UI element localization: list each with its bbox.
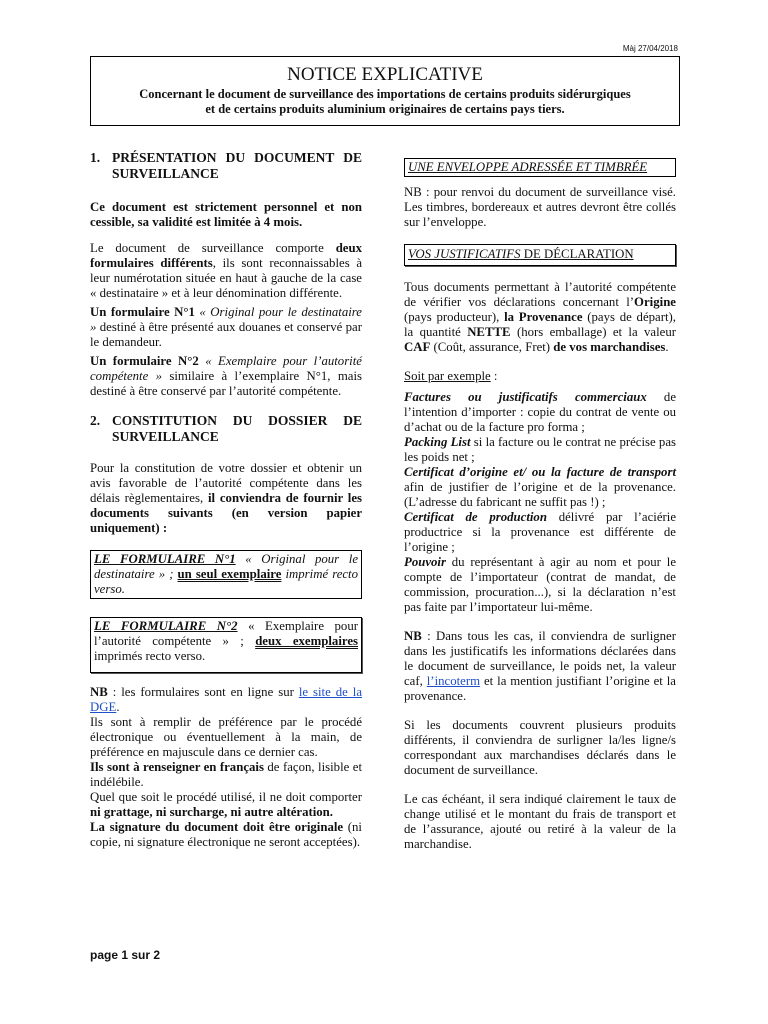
example-invoices: Factures ou justificatifs commerciaux de l’intention d’importer : copie du contrat de vente ou d’achat ou de la facture pro forma ; <box>404 390 676 434</box>
subtitle-line: Concernant le document de surveillance des importations de certains produits sidérurgiques <box>139 87 631 101</box>
exchange-rate-paragraph: Le cas échéant, il sera indiqué clairement le taux de change utilisé et le montant du frais de transport et de l’assurance, ajouté ou retiré à la valeur de la marchandise. <box>404 792 676 851</box>
envelope-note: NB : pour renvoi du document de surveillance visé. Les timbres, bordereaux et autres devront être collés sur l’enveloppe. <box>404 185 676 229</box>
form-2-paragraph: Un formulaire N°2 « Exemplaire pour l’autorité compétente » similaire à l’exemplaire N°1, mais destiné à être conservé par l’autorité compétente. <box>90 354 362 398</box>
validity-statement: Ce document est strictement personnel et non cessible, sa validité est limitée à 4 mois. <box>90 200 362 229</box>
procedure-paragraph: Quel que soit le procédé utilisé, il ne doit comporter ni grattage, ni surcharge, ni autre altération. <box>90 790 362 819</box>
multiple-products-paragraph: Si les documents couvrent plusieurs produits différents, il conviendra de surligner la/les ligne/s correspondant aux marchandises déclarés dans le document de surveillance. <box>404 718 676 777</box>
envelope-box: UNE ENVELOPPE ADRESSÉE ET TIMBRÉE <box>404 158 676 177</box>
form-1-box: LE FORMULAIRE N°1 « Original pour le destinataire » ; un seul exemplaire imprimé recto verso. <box>90 550 362 599</box>
example-production-certificate: Certificat de production délivré par l’aciérie productrice si la provenance est différente de l’origine ; <box>404 510 676 554</box>
page-number: page 1 sur 2 <box>90 948 161 962</box>
section-title: PRÉSENTATION DU DOCUMENT DE SURVEILLANCE <box>112 150 362 181</box>
justificatifs-box: VOS JUSTIFICATIFS DE DÉCLARATION <box>404 244 676 266</box>
nb-online-forms: NB : les formulaires sont en ligne sur le site de la DGE. <box>90 685 362 714</box>
update-date: Màj 27/04/2018 <box>622 44 678 53</box>
forms-paragraph: Le document de surveillance comporte deux formulaires différents, ils sont reconnaissables à leur numérotation située en haut à gauche de la case « destinataire » et à leur dénomination différente. <box>90 241 363 300</box>
dossier-paragraph: Pour la constitution de votre dossier et obtenir un avis favorable de l’autorité compétente dans les délais règlementaires, il conviendra de fournir les documents suivants (en version papier uniquement) : <box>90 461 362 535</box>
form-2-box: LE FORMULAIRE N°2 « Exemplaire pour l’autorité compétente » ; deux exemplaires imprimés recto verso. <box>90 617 362 673</box>
fill-paragraph: Ils sont à remplir de préférence par le procédé électronique ou éventuellement à la main, de préférence en majuscule dans ce dernier cas. <box>90 715 362 759</box>
left-column <box>90 150 362 850</box>
section-number: 2. <box>90 413 101 428</box>
nb-highlight-paragraph: NB : Dans tous les cas, il conviendra de surligner dans les justificatifs les informations déclarées dans le document de surveillance, le poids net, la valeur caf, l’incoterm et la mention justifiant l’origine et la provenance. <box>404 629 676 703</box>
right-column <box>404 150 676 852</box>
title-box <box>90 56 680 126</box>
justificatifs-paragraph: Tous documents permettant à l’autorité compétente de vérifier vos déclarations concernant l’Origine (pays producteur), la Provenance (pays de départ), la quantité NETTE (hors emballage) et la valeur CAF (Coût, assurance, Fret) de vos marchandises. <box>404 280 676 354</box>
subtitle-line: et de certains produits aluminium originaires de certains pays tiers. <box>205 102 565 116</box>
example-packing-list: Packing List si la facture ou le contrat ne précise pas les poids net ; <box>404 435 676 464</box>
incoterm-link[interactable]: l’incoterm <box>426 674 481 688</box>
section-2-heading <box>90 413 362 445</box>
example-certificate-origin: Certificat d’origine et/ ou la facture de transport afin de justifier de l’origine et de la provenance. (L’adresse du fabricant ne suffit pas !) ; <box>404 465 676 509</box>
section-number: 1. <box>90 150 101 165</box>
dge-site-link[interactable]: le site de la DGE <box>90 685 362 714</box>
examples-heading: Soit par exemple : <box>404 369 498 383</box>
section-1-heading <box>90 150 362 182</box>
signature-paragraph: La signature du document doit être originale (ni copie, ni signature électronique ne seront acceptées). <box>90 820 362 849</box>
french-paragraph: Ils sont à renseigner en français de façon, lisible et indélébile. <box>90 760 363 789</box>
document-title: NOTICE EXPLICATIVE <box>287 64 483 85</box>
document-subtitle <box>91 87 679 117</box>
form-1-paragraph: Un formulaire N°1 « Original pour le destinataire » destiné à être présenté aux douanes et conservé par le demandeur. <box>90 305 362 349</box>
section-title: CONSTITUTION DU DOSSIER DE SURVEILLANCE <box>112 413 362 444</box>
example-power-of-attorney: Pouvoir du représentant à agir au nom et pour le compte de l’importateur (contrat de mandat, de commission, procuration...), si la déclaration n’est pas faite par l’importateur lui-même. <box>404 555 676 614</box>
